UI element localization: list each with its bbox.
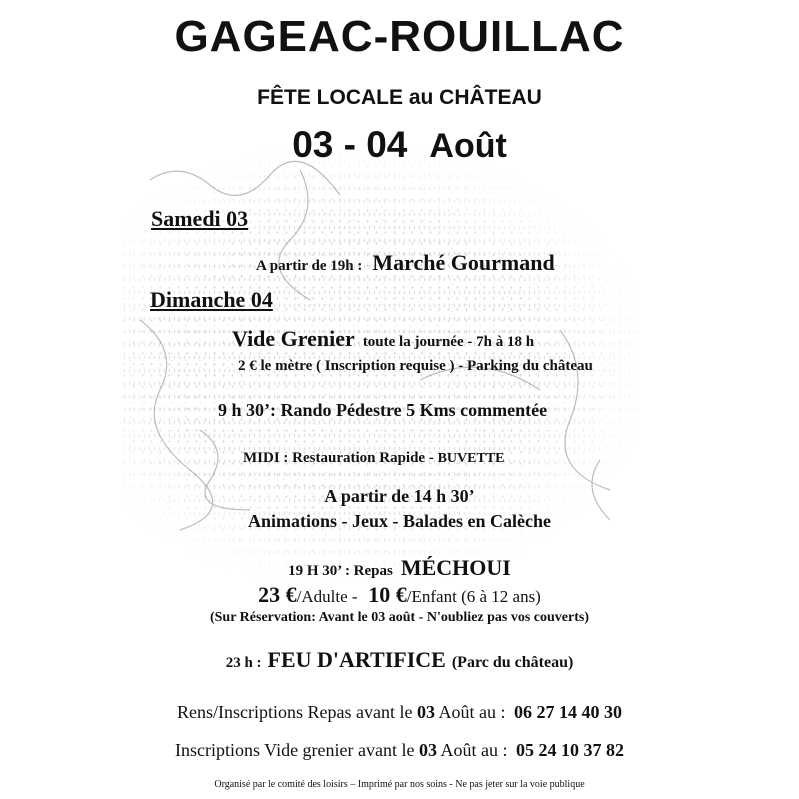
- event-subtitle: FÊTE LOCALE au CHÂTEAU: [257, 86, 542, 109]
- midi-line: [243, 450, 505, 467]
- meal-reservation: (Sur Réservation: Avant le 03 août - N'oubliez pas vos couverts): [209, 610, 590, 625]
- contact-line-repas: [0, 702, 799, 723]
- event-title: GAGEAC-ROUILLAC: [174, 12, 625, 61]
- adult-price: 23 €: [258, 582, 297, 607]
- footer-note: Organisé par le comité des loisirs – Imprimé par nos soins - Ne pas jeter sur la voie publique: [214, 779, 585, 790]
- fireworks-line: [0, 647, 799, 673]
- vide-grenier-detail: toute la journée - 7h à 18 h: [362, 334, 535, 350]
- contact-vg-phone: 05 24 10 37 82: [516, 740, 625, 760]
- midi-label: MIDI : Restauration Rapide -: [243, 450, 434, 466]
- event-dates: [0, 124, 799, 166]
- rando-line: 9 h 30’: Rando Pédestre 5 Kms commentée: [218, 400, 548, 420]
- afternoon-activities: Animations - Jeux - Balades en Calèche: [248, 511, 551, 531]
- fireworks-name: FEU D'ARTIFICE: [267, 647, 446, 672]
- contact-repas-prefix: Rens/Inscriptions Repas avant le: [177, 702, 413, 722]
- saturday-time: A partir de 19h :: [256, 258, 363, 274]
- adult-label: /Adulte -: [296, 587, 358, 606]
- date-range: 03 - 04: [292, 124, 408, 165]
- contact-vg-date: 03: [419, 740, 437, 760]
- buvette-label: BUVETTE: [437, 451, 505, 466]
- date-month: Août: [429, 127, 507, 165]
- vide-grenier-name: Vide Grenier: [232, 326, 355, 351]
- child-price: 10 €: [368, 582, 407, 607]
- saturday-event: Marché Gourmand: [372, 250, 555, 275]
- child-label: /Enfant (6 à 12 ans): [406, 587, 541, 606]
- contact-repas-date: 03: [416, 702, 435, 722]
- contact-vg-suffix: Août au :: [440, 740, 508, 760]
- vide-grenier-pricing: 2 € le mètre ( Inscription requise ) - Parking du château: [238, 358, 593, 374]
- contact-repas-phone: 06 27 14 40 30: [513, 702, 622, 722]
- contact-line-vide-grenier: [0, 740, 799, 761]
- vide-grenier-line: [232, 326, 534, 352]
- saturday-event-line: [256, 250, 555, 276]
- fireworks-place: (Parc du château): [451, 654, 574, 671]
- contact-repas-suffix: Août au :: [438, 702, 506, 722]
- meal-name: MÉCHOUI: [400, 555, 511, 580]
- meal-time: 19 H 30’ : Repas: [288, 563, 393, 579]
- meal-line: [0, 555, 799, 581]
- meal-prices: [0, 582, 799, 608]
- contact-vg-prefix: Inscriptions Vide grenier avant le: [174, 740, 415, 760]
- saturday-heading: Samedi 03: [151, 206, 249, 231]
- fireworks-time: 23 h :: [225, 655, 262, 671]
- afternoon-time: A partir de 14 h 30’: [324, 486, 475, 506]
- sunday-heading: Dimanche 04: [150, 287, 273, 312]
